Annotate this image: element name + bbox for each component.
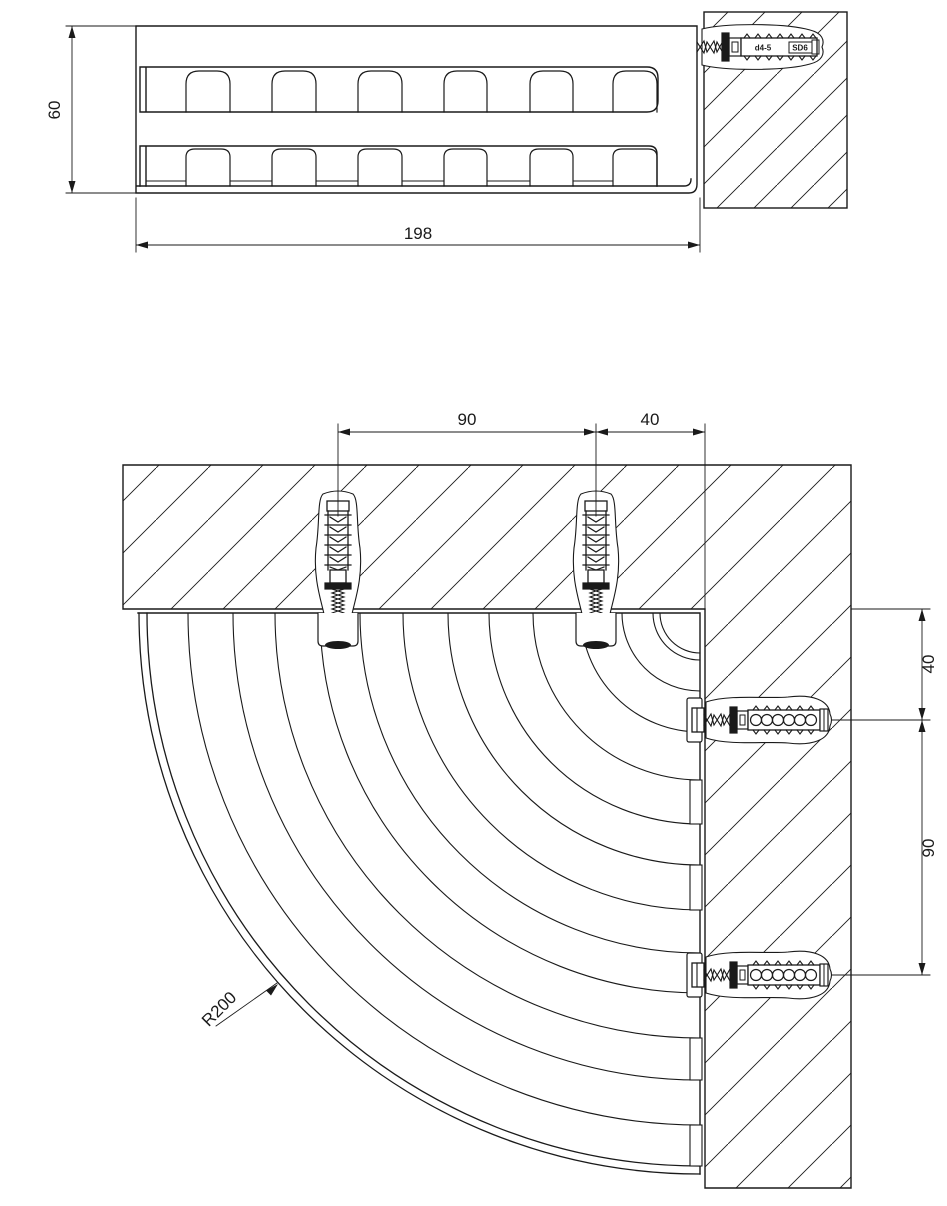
dim-label-corner-offset-side: 40	[919, 654, 938, 674]
shelf-front-outline	[136, 26, 697, 193]
radius-callout	[198, 983, 278, 1030]
plan-view	[123, 410, 938, 1188]
shelf-plan-arcs	[138, 613, 700, 1174]
anchor-size-marking: d4-5	[754, 43, 772, 53]
dim-height-60	[45, 26, 136, 193]
front-view	[45, 12, 847, 252]
anchor-type-marking: SD6	[792, 43, 808, 53]
dim-width-198	[136, 198, 700, 252]
front-wall-anchor	[697, 25, 823, 70]
dim-label-width: 198	[403, 224, 433, 243]
shelf-upper-rail	[140, 67, 658, 112]
dim-label-hole-spacing-side: 90	[919, 838, 938, 858]
plan-wall-section	[123, 465, 851, 1188]
dim-label-hole-spacing-top: 90	[457, 410, 477, 429]
dim-label-radius: R200	[198, 988, 241, 1031]
dim-label-corner-offset-top: 40	[640, 410, 660, 429]
wall-plug-lower-side	[687, 951, 832, 999]
shelf-lower-rail	[140, 146, 657, 186]
wall-plug-upper-side	[687, 696, 832, 744]
dim-label-height: 60	[45, 100, 64, 120]
